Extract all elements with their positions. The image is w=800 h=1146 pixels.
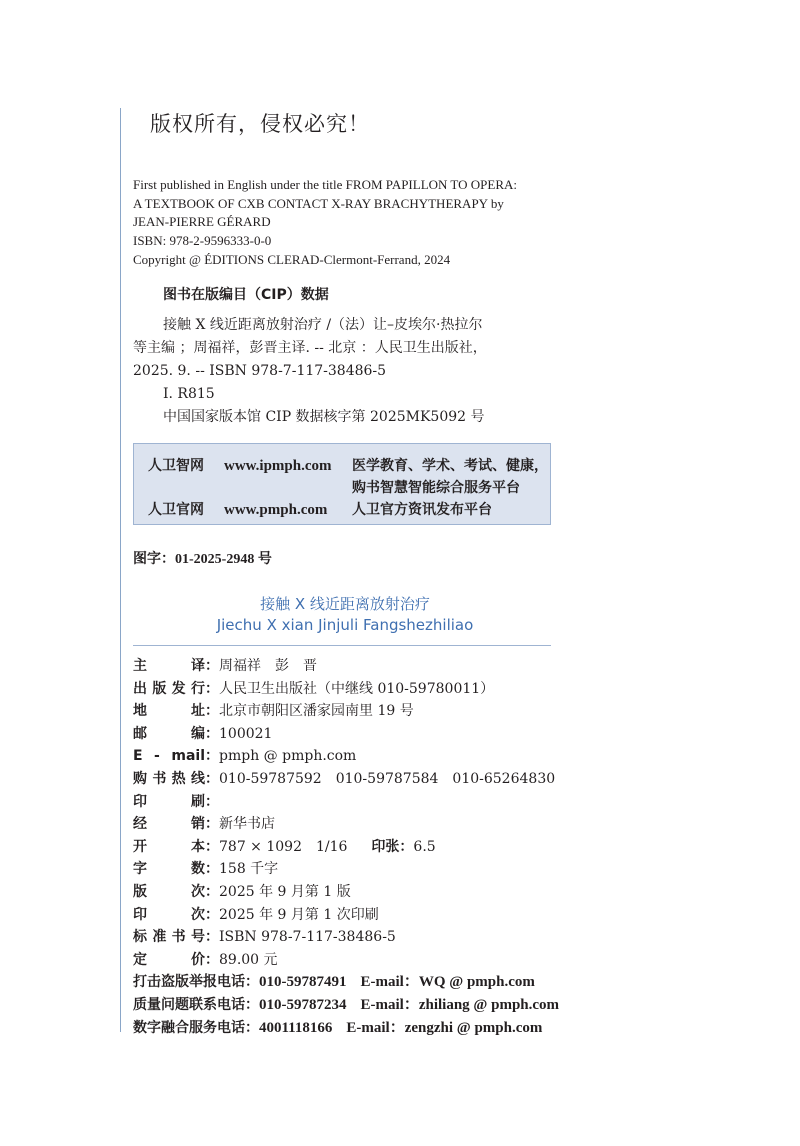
pub-label: 出版发行 [133,680,205,697]
website-desc: 购书智慧智能综合服务平台 [352,480,520,496]
pub-value: 新华书店 [219,816,275,833]
pub-row: 定 价：89.00 元 [133,949,559,972]
pub-value: 2025 年 9 月第 1 次印刷 [219,906,379,923]
registration-label: 图字： [133,551,175,567]
pub-label: 开 本 [133,838,205,855]
pub-label: 定 价 [133,951,205,968]
contact-phone: 010-59787491 [259,974,347,991]
website-desc: 医学教育、学术、考试、健康， [352,458,548,474]
pub-row: 印 刷： [133,791,559,814]
pub-value: 158 千字 [219,861,279,878]
pub-label: E - mail [133,748,205,765]
cip-title: 图书在版编目（CIP）数据 [163,287,329,303]
pub-value: 2025 年 9 月第 1 版 [219,883,351,900]
pub-label: 购书热线 [133,770,205,787]
website-desc: 人卫官方资讯发布平台 [352,502,492,518]
contact-label: 质量问题联系电话： [133,996,259,1013]
website-url[interactable]: www.pmph.com [224,502,328,518]
margin-rule [120,108,121,1032]
pub-row: 标准书号：ISBN 978-7-117-38486-5 [133,926,559,949]
cip-line: 中国国家版本馆 CIP 数据核字第 2025MK5092 号 [163,409,485,425]
pub-label: 邮 编 [133,725,205,742]
website-row [148,455,548,475]
contact-label: 打击盗版举报电话： [133,974,259,991]
book-title-pinyin: Jiechu X xian Jinjuli Fangshezhiliao [216,616,474,634]
contact-phone: 010-59787234 [259,996,347,1013]
english-info-line: ISBN: 978-2-9596333-0-0 [133,233,272,249]
website-row [148,499,492,519]
contact-email[interactable]: E-mail：zengzhi @ pmph.com [346,1019,543,1036]
pub-row: 开 本：787 × 1092 1/16 印张：6.5 [133,836,559,859]
pub-label: 印 次 [133,906,205,923]
pub-row: 邮 编：100021 [133,723,559,746]
publication-details [133,655,559,1039]
cip-data [133,314,573,429]
english-info-line: Copyright @ ÉDITIONS CLERAD-Clermont-Ferrand, 2024 [133,251,451,267]
pub-row: 出版发行：人民卫生出版社（中继线 010-59780011） [133,678,559,701]
website-name: 人卫智网 [148,458,204,474]
pub-row: 印 次：2025 年 9 月第 1 次印刷 [133,904,559,927]
cip-line: Ⅰ. R815 [163,386,215,402]
copyright-notice: 版权所有，侵权必究！ [150,112,370,136]
pub-label: 地 址 [133,703,205,720]
english-info-line: A TEXTBOOK OF CXB CONTACT X-RAY BRACHYTHERAPY by [133,195,504,211]
pub-label: 主 译 [133,658,205,674]
pub-row: 版 次：2025 年 9 月第 1 版 [133,881,559,904]
pub-value: pmph @ pmph.com [219,748,357,765]
contact-phone: 4001118166 [259,1019,333,1036]
pub-label: 印 刷 [133,793,205,810]
pub-value: 人民卫生出版社（中继线 010-59780011） [219,680,495,697]
pub-row: 主 译：周福祥 彭 晋 [133,655,559,678]
pub-row: 地 址：北京市朝阳区潘家园南里 19 号 [133,700,559,723]
copyright-registration [133,548,272,568]
pub-value: ISBN 978-7-117-38486-5 [219,929,396,946]
contact-email[interactable]: E-mail：WQ @ pmph.com [360,974,535,991]
title-divider [133,645,551,646]
cip-line: 2025. 9. -- ISBN 978-7-117-38486-5 [133,363,387,379]
pub-value: 010-59787592 010-59787584 010-65264830 [219,770,556,787]
cip-line: 接触 X 线近距离放射治疗 /（法）让–皮埃尔·热拉尔 [163,317,483,333]
pub-row: E - mail：pmph @ pmph.com [133,745,559,768]
pub-value: 787 × 1092 1/16 [219,838,348,855]
contact-label: 数字融合服务电话： [133,1019,259,1036]
pub-row: 字 数：158 千字 [133,858,559,881]
pub-row: 经 销：新华书店 [133,813,559,836]
contact-email[interactable]: E-mail：zhiliang @ pmph.com [360,996,560,1013]
pub-extra-label: 印张： [371,838,414,855]
contact-row [133,994,559,1017]
registration-number: 01-2025-2948 号 [175,552,272,567]
pub-label: 版 次 [133,883,205,900]
contact-row [133,1017,559,1040]
pub-label: 经 销 [133,816,205,833]
website-info-box [133,443,551,525]
pub-label: 标准书号 [133,929,205,946]
english-info-line: First published in English under the title FROM PAPILLON TO OPERA: [133,177,518,192]
english-publication-info [133,176,593,270]
cip-line: 等主编 ；周福祥，彭晋主译. -- 北京 ：人民卫生出版社， [133,340,487,356]
pub-value: 89.00 元 [219,951,278,968]
english-info-line: JEAN-PIERRE GÉRARD [133,214,271,230]
pub-extra-value: 6.5 [413,838,436,855]
pub-value: 周福祥 彭 晋 [219,658,317,674]
website-url[interactable]: www.ipmph.com [224,458,332,474]
pub-value: 北京市朝阳区潘家园南里 19 号 [219,703,414,720]
website-name: 人卫官网 [148,502,204,518]
book-title-chinese: 接触 X 线近距离放射治疗 [260,595,430,613]
website-row [148,477,520,497]
pub-label: 字 数 [133,861,205,878]
contact-row [133,971,559,994]
pub-row: 购书热线：010-59787592 010-59787584 010-65264830 [133,768,559,791]
pub-value: 100021 [219,725,273,742]
